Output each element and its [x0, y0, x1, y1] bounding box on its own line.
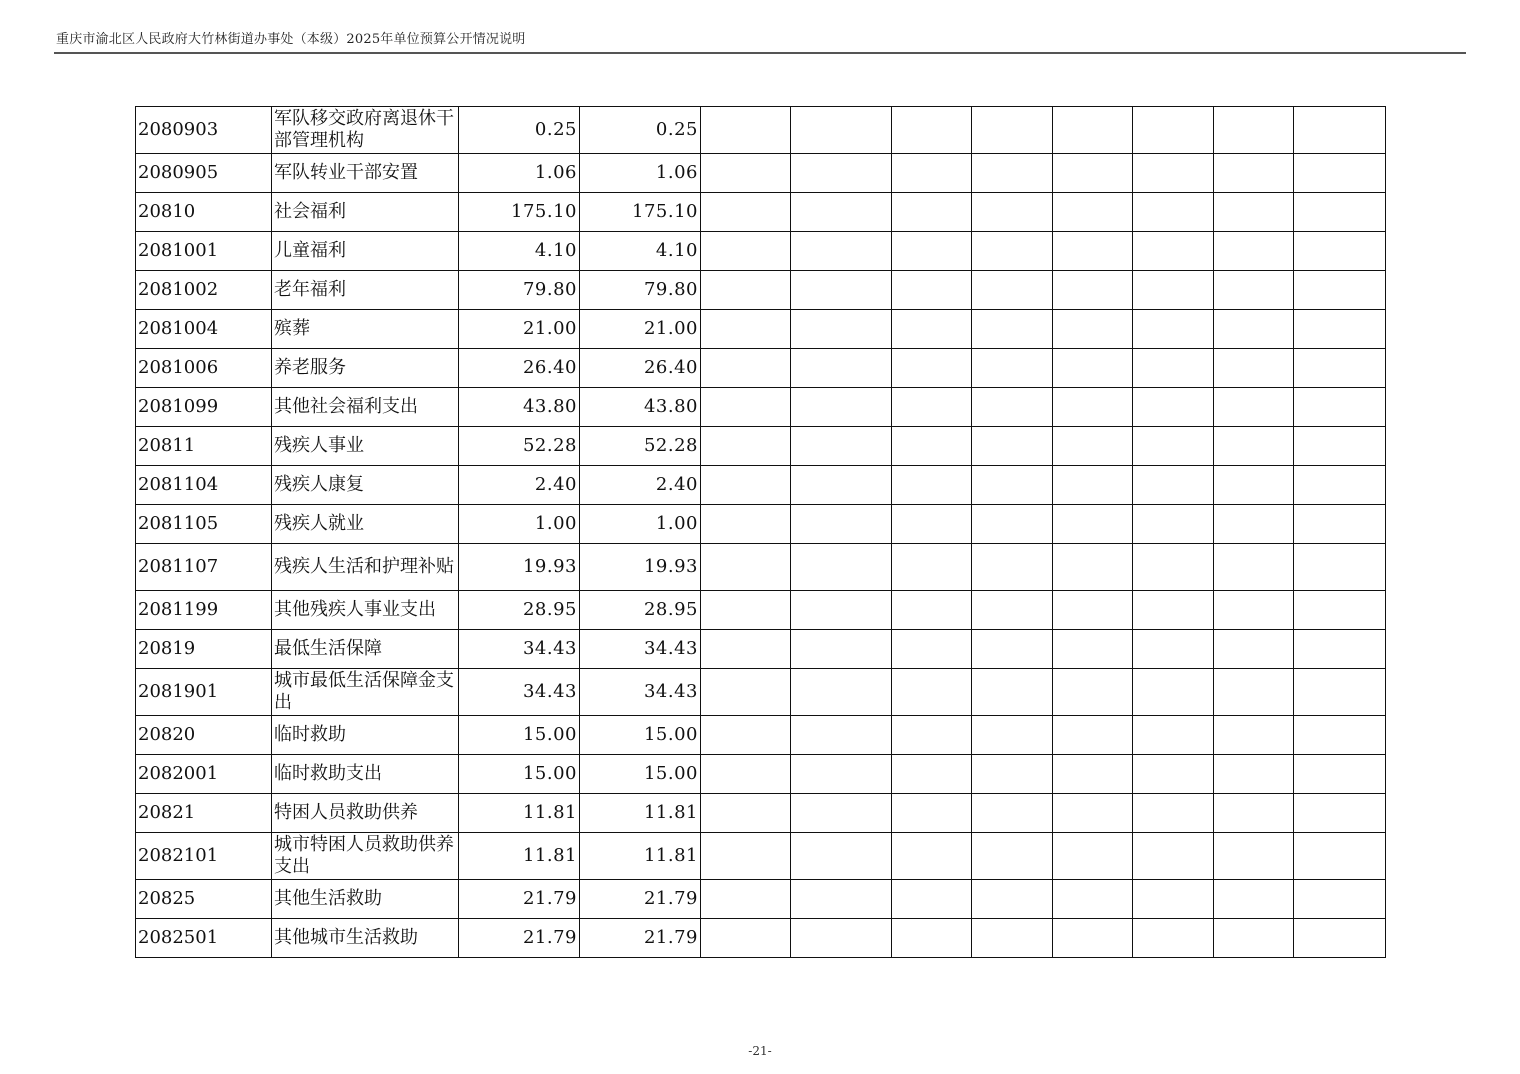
- total-amount-cell: 15.00: [459, 716, 580, 755]
- empty-cell: [791, 716, 892, 755]
- table-row: [136, 466, 1386, 505]
- total-amount-cell: 26.40: [459, 349, 580, 388]
- general-budget-amount-cell: 4.10: [580, 232, 701, 271]
- total-amount-cell: 19.93: [459, 544, 580, 591]
- empty-cell: [972, 794, 1053, 833]
- total-amount-cell: 28.95: [459, 591, 580, 630]
- empty-cell: [892, 833, 972, 880]
- empty-cell: [892, 107, 972, 154]
- page-header-title: 重庆市渝北区人民政府大竹林街道办事处（本级）2025年单位预算公开情况说明: [56, 32, 526, 47]
- table-row: [136, 232, 1386, 271]
- subject-code-cell: 20811: [136, 427, 272, 466]
- empty-cell: [791, 107, 892, 154]
- empty-cell: [1294, 794, 1386, 833]
- table-row: [136, 716, 1386, 755]
- empty-cell: [1214, 107, 1294, 154]
- empty-cell: [1294, 716, 1386, 755]
- empty-cell: [791, 349, 892, 388]
- empty-cell: [892, 154, 972, 193]
- empty-cell: [1214, 544, 1294, 591]
- total-amount-cell: 11.81: [459, 794, 580, 833]
- subject-code-cell: 2080903: [136, 107, 272, 154]
- table-row: [136, 630, 1386, 669]
- empty-cell: [1133, 107, 1214, 154]
- empty-cell: [1294, 193, 1386, 232]
- total-amount-cell: 52.28: [459, 427, 580, 466]
- table-row: [136, 591, 1386, 630]
- subject-name-cell: 临时救助支出: [272, 755, 459, 794]
- empty-cell: [701, 591, 791, 630]
- subject-code-cell: 2081104: [136, 466, 272, 505]
- table-row: [136, 349, 1386, 388]
- empty-cell: [1053, 310, 1133, 349]
- subject-name-cell: 军队移交政府离退休干部管理机构: [272, 107, 459, 154]
- empty-cell: [791, 271, 892, 310]
- empty-cell: [1133, 716, 1214, 755]
- subject-name-cell: 其他生活救助: [272, 880, 459, 919]
- table-row: [136, 271, 1386, 310]
- empty-cell: [892, 388, 972, 427]
- empty-cell: [1214, 388, 1294, 427]
- page-number: -21-: [748, 1044, 772, 1058]
- empty-cell: [972, 505, 1053, 544]
- general-budget-amount-cell: 15.00: [580, 755, 701, 794]
- empty-cell: [892, 271, 972, 310]
- empty-cell: [1214, 794, 1294, 833]
- empty-cell: [701, 107, 791, 154]
- empty-cell: [892, 232, 972, 271]
- empty-cell: [1133, 427, 1214, 466]
- empty-cell: [791, 232, 892, 271]
- empty-cell: [1133, 880, 1214, 919]
- empty-cell: [1133, 794, 1214, 833]
- subject-name-cell: 最低生活保障: [272, 630, 459, 669]
- table-row: [136, 388, 1386, 427]
- general-budget-amount-cell: 43.80: [580, 388, 701, 427]
- total-amount-cell: 34.43: [459, 669, 580, 716]
- empty-cell: [701, 388, 791, 427]
- general-budget-amount-cell: 19.93: [580, 544, 701, 591]
- total-amount-cell: 21.79: [459, 919, 580, 958]
- empty-cell: [701, 544, 791, 591]
- empty-cell: [972, 193, 1053, 232]
- empty-cell: [791, 466, 892, 505]
- empty-cell: [791, 388, 892, 427]
- empty-cell: [791, 669, 892, 716]
- empty-cell: [972, 833, 1053, 880]
- empty-cell: [1053, 388, 1133, 427]
- empty-cell: [1214, 271, 1294, 310]
- empty-cell: [1053, 544, 1133, 591]
- general-budget-amount-cell: 21.79: [580, 880, 701, 919]
- total-amount-cell: 4.10: [459, 232, 580, 271]
- empty-cell: [701, 919, 791, 958]
- empty-cell: [1214, 232, 1294, 271]
- empty-cell: [972, 919, 1053, 958]
- empty-cell: [1133, 755, 1214, 794]
- empty-cell: [791, 544, 892, 591]
- empty-cell: [1133, 919, 1214, 958]
- total-amount-cell: 1.00: [459, 505, 580, 544]
- empty-cell: [1294, 427, 1386, 466]
- total-amount-cell: 15.00: [459, 755, 580, 794]
- empty-cell: [1133, 349, 1214, 388]
- subject-name-cell: 残疾人康复: [272, 466, 459, 505]
- empty-cell: [972, 427, 1053, 466]
- empty-cell: [1053, 630, 1133, 669]
- table-row: [136, 193, 1386, 232]
- empty-cell: [1053, 880, 1133, 919]
- subject-name-cell: 残疾人生活和护理补贴: [272, 544, 459, 591]
- general-budget-amount-cell: 52.28: [580, 427, 701, 466]
- empty-cell: [1133, 544, 1214, 591]
- empty-cell: [1214, 154, 1294, 193]
- subject-code-cell: 2081001: [136, 232, 272, 271]
- empty-cell: [1053, 505, 1133, 544]
- table-row: [136, 107, 1386, 154]
- empty-cell: [791, 154, 892, 193]
- empty-cell: [892, 755, 972, 794]
- empty-cell: [892, 193, 972, 232]
- subject-code-cell: 2081105: [136, 505, 272, 544]
- subject-code-cell: 2082101: [136, 833, 272, 880]
- empty-cell: [1214, 833, 1294, 880]
- table-row: [136, 505, 1386, 544]
- subject-name-cell: 城市特困人员救助供养支出: [272, 833, 459, 880]
- general-budget-amount-cell: 21.79: [580, 919, 701, 958]
- empty-cell: [1294, 154, 1386, 193]
- subject-code-cell: 2081901: [136, 669, 272, 716]
- empty-cell: [791, 755, 892, 794]
- table-row: [136, 544, 1386, 591]
- general-budget-amount-cell: 0.25: [580, 107, 701, 154]
- empty-cell: [1294, 232, 1386, 271]
- general-budget-amount-cell: 1.06: [580, 154, 701, 193]
- empty-cell: [791, 193, 892, 232]
- general-budget-amount-cell: 34.43: [580, 669, 701, 716]
- empty-cell: [1053, 349, 1133, 388]
- empty-cell: [1214, 755, 1294, 794]
- empty-cell: [892, 544, 972, 591]
- general-budget-amount-cell: 11.81: [580, 794, 701, 833]
- subject-code-cell: 20810: [136, 193, 272, 232]
- subject-name-cell: 殡葬: [272, 310, 459, 349]
- empty-cell: [972, 154, 1053, 193]
- subject-code-cell: 20825: [136, 880, 272, 919]
- table-row: [136, 427, 1386, 466]
- budget-table: [135, 106, 1386, 958]
- empty-cell: [701, 349, 791, 388]
- empty-cell: [1053, 232, 1133, 271]
- empty-cell: [972, 880, 1053, 919]
- subject-name-cell: 其他社会福利支出: [272, 388, 459, 427]
- empty-cell: [1294, 505, 1386, 544]
- subject-code-cell: 2081099: [136, 388, 272, 427]
- empty-cell: [1133, 310, 1214, 349]
- general-budget-amount-cell: 79.80: [580, 271, 701, 310]
- table-row: [136, 755, 1386, 794]
- subject-name-cell: 特困人员救助供养: [272, 794, 459, 833]
- general-budget-amount-cell: 26.40: [580, 349, 701, 388]
- empty-cell: [701, 505, 791, 544]
- empty-cell: [1214, 716, 1294, 755]
- empty-cell: [1053, 919, 1133, 958]
- total-amount-cell: 2.40: [459, 466, 580, 505]
- empty-cell: [892, 466, 972, 505]
- table-row: [136, 794, 1386, 833]
- subject-name-cell: 军队转业干部安置: [272, 154, 459, 193]
- general-budget-amount-cell: 15.00: [580, 716, 701, 755]
- empty-cell: [892, 427, 972, 466]
- empty-cell: [972, 466, 1053, 505]
- empty-cell: [701, 880, 791, 919]
- empty-cell: [791, 794, 892, 833]
- empty-cell: [1294, 591, 1386, 630]
- subject-code-cell: 20821: [136, 794, 272, 833]
- subject-code-cell: 2081199: [136, 591, 272, 630]
- empty-cell: [1294, 310, 1386, 349]
- empty-cell: [1133, 833, 1214, 880]
- empty-cell: [972, 271, 1053, 310]
- subject-code-cell: 20820: [136, 716, 272, 755]
- empty-cell: [1294, 349, 1386, 388]
- empty-cell: [1053, 154, 1133, 193]
- empty-cell: [701, 716, 791, 755]
- empty-cell: [791, 310, 892, 349]
- empty-cell: [1053, 794, 1133, 833]
- empty-cell: [1053, 107, 1133, 154]
- table-row: [136, 833, 1386, 880]
- empty-cell: [701, 794, 791, 833]
- empty-cell: [1053, 271, 1133, 310]
- header-divider: [54, 52, 1466, 54]
- empty-cell: [701, 271, 791, 310]
- subject-name-cell: 儿童福利: [272, 232, 459, 271]
- subject-name-cell: 残疾人就业: [272, 505, 459, 544]
- general-budget-amount-cell: 1.00: [580, 505, 701, 544]
- empty-cell: [892, 591, 972, 630]
- empty-cell: [1053, 833, 1133, 880]
- total-amount-cell: 34.43: [459, 630, 580, 669]
- empty-cell: [972, 591, 1053, 630]
- empty-cell: [1294, 833, 1386, 880]
- general-budget-amount-cell: 2.40: [580, 466, 701, 505]
- empty-cell: [972, 716, 1053, 755]
- empty-cell: [1294, 919, 1386, 958]
- empty-cell: [791, 427, 892, 466]
- subject-name-cell: 城市最低生活保障金支出: [272, 669, 459, 716]
- empty-cell: [1294, 755, 1386, 794]
- empty-cell: [1053, 669, 1133, 716]
- empty-cell: [892, 349, 972, 388]
- empty-cell: [1133, 466, 1214, 505]
- empty-cell: [791, 833, 892, 880]
- empty-cell: [972, 310, 1053, 349]
- empty-cell: [701, 755, 791, 794]
- empty-cell: [1294, 544, 1386, 591]
- empty-cell: [972, 755, 1053, 794]
- empty-cell: [1214, 880, 1294, 919]
- empty-cell: [1214, 349, 1294, 388]
- subject-name-cell: 其他城市生活救助: [272, 919, 459, 958]
- total-amount-cell: 175.10: [459, 193, 580, 232]
- empty-cell: [1133, 388, 1214, 427]
- empty-cell: [1294, 880, 1386, 919]
- empty-cell: [892, 919, 972, 958]
- general-budget-amount-cell: 175.10: [580, 193, 701, 232]
- empty-cell: [1294, 271, 1386, 310]
- empty-cell: [791, 880, 892, 919]
- empty-cell: [1214, 505, 1294, 544]
- empty-cell: [972, 349, 1053, 388]
- total-amount-cell: 79.80: [459, 271, 580, 310]
- empty-cell: [1133, 505, 1214, 544]
- empty-cell: [701, 310, 791, 349]
- empty-cell: [1053, 466, 1133, 505]
- budget-table-body: [136, 107, 1386, 958]
- total-amount-cell: 0.25: [459, 107, 580, 154]
- empty-cell: [791, 919, 892, 958]
- empty-cell: [701, 630, 791, 669]
- empty-cell: [1214, 669, 1294, 716]
- general-budget-amount-cell: 21.00: [580, 310, 701, 349]
- empty-cell: [892, 794, 972, 833]
- empty-cell: [1294, 630, 1386, 669]
- empty-cell: [701, 232, 791, 271]
- empty-cell: [972, 630, 1053, 669]
- table-row: [136, 154, 1386, 193]
- empty-cell: [701, 193, 791, 232]
- subject-code-cell: 2080905: [136, 154, 272, 193]
- subject-code-cell: 2082501: [136, 919, 272, 958]
- empty-cell: [1214, 630, 1294, 669]
- empty-cell: [892, 716, 972, 755]
- subject-name-cell: 老年福利: [272, 271, 459, 310]
- empty-cell: [972, 669, 1053, 716]
- empty-cell: [972, 232, 1053, 271]
- empty-cell: [1133, 591, 1214, 630]
- general-budget-amount-cell: 11.81: [580, 833, 701, 880]
- table-row: [136, 880, 1386, 919]
- subject-code-cell: 20819: [136, 630, 272, 669]
- total-amount-cell: 21.79: [459, 880, 580, 919]
- empty-cell: [1294, 669, 1386, 716]
- subject-code-cell: 2081006: [136, 349, 272, 388]
- table-row: [136, 919, 1386, 958]
- subject-code-cell: 2081004: [136, 310, 272, 349]
- empty-cell: [1053, 755, 1133, 794]
- subject-name-cell: 临时救助: [272, 716, 459, 755]
- empty-cell: [892, 505, 972, 544]
- empty-cell: [892, 669, 972, 716]
- empty-cell: [892, 630, 972, 669]
- empty-cell: [1214, 193, 1294, 232]
- empty-cell: [1214, 310, 1294, 349]
- empty-cell: [972, 544, 1053, 591]
- empty-cell: [1214, 919, 1294, 958]
- empty-cell: [1133, 193, 1214, 232]
- empty-cell: [892, 310, 972, 349]
- empty-cell: [1214, 591, 1294, 630]
- empty-cell: [1053, 716, 1133, 755]
- subject-code-cell: 2082001: [136, 755, 272, 794]
- empty-cell: [701, 833, 791, 880]
- empty-cell: [972, 388, 1053, 427]
- empty-cell: [701, 466, 791, 505]
- general-budget-amount-cell: 34.43: [580, 630, 701, 669]
- empty-cell: [1294, 388, 1386, 427]
- empty-cell: [701, 154, 791, 193]
- empty-cell: [701, 427, 791, 466]
- total-amount-cell: 1.06: [459, 154, 580, 193]
- empty-cell: [972, 107, 1053, 154]
- total-amount-cell: 21.00: [459, 310, 580, 349]
- empty-cell: [791, 505, 892, 544]
- empty-cell: [1133, 271, 1214, 310]
- general-budget-amount-cell: 28.95: [580, 591, 701, 630]
- table-row: [136, 310, 1386, 349]
- empty-cell: [1133, 232, 1214, 271]
- subject-name-cell: 社会福利: [272, 193, 459, 232]
- empty-cell: [1133, 630, 1214, 669]
- subject-name-cell: 残疾人事业: [272, 427, 459, 466]
- empty-cell: [791, 591, 892, 630]
- empty-cell: [791, 630, 892, 669]
- empty-cell: [1133, 154, 1214, 193]
- subject-code-cell: 2081002: [136, 271, 272, 310]
- empty-cell: [1133, 669, 1214, 716]
- empty-cell: [1294, 107, 1386, 154]
- empty-cell: [1053, 591, 1133, 630]
- empty-cell: [1053, 427, 1133, 466]
- empty-cell: [701, 669, 791, 716]
- empty-cell: [1053, 193, 1133, 232]
- table-row: [136, 669, 1386, 716]
- total-amount-cell: 11.81: [459, 833, 580, 880]
- subject-code-cell: 2081107: [136, 544, 272, 591]
- empty-cell: [1294, 466, 1386, 505]
- subject-name-cell: 其他残疾人事业支出: [272, 591, 459, 630]
- total-amount-cell: 43.80: [459, 388, 580, 427]
- subject-name-cell: 养老服务: [272, 349, 459, 388]
- empty-cell: [1214, 427, 1294, 466]
- empty-cell: [1214, 466, 1294, 505]
- empty-cell: [892, 880, 972, 919]
